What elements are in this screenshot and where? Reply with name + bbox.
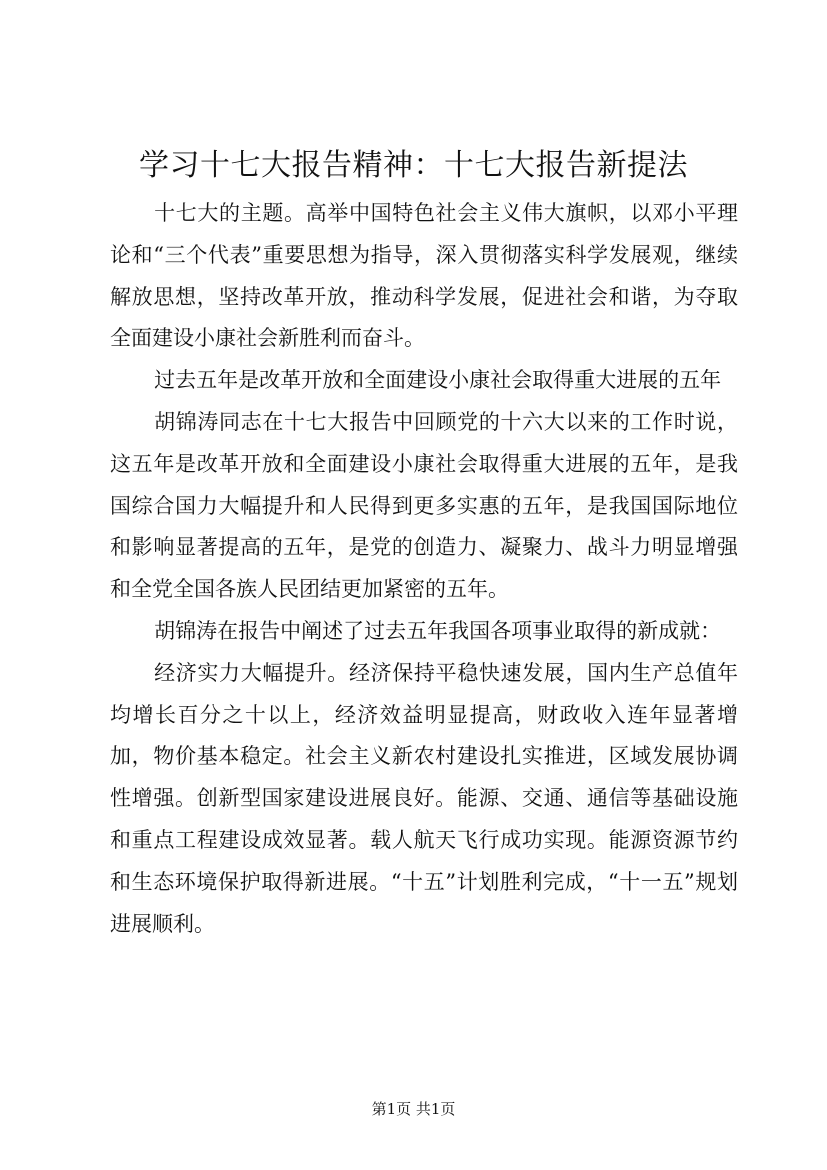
paragraph: 过去五年是改革开放和全面建设小康社会取得重大进展的五年 (154, 368, 722, 393)
document-body (110, 193, 738, 945)
page-number-footer: 第1页 共1页 (371, 1100, 456, 1118)
paragraph: 胡锦涛同志在十七大报告中回顾党的十六大以来的工作时说，这五年是改革开放和全面建设小康社会取得重大进展的五年，是我国综合国力大幅提升和人民得到更多实惠的五年，是我国国际地位和影响显著提高的五年，是党的创造力、凝聚力、战斗力明显增强和全党全国各族人民团结更加紧密的五年。 (110, 409, 738, 602)
document-title: 学习十七大报告精神：十七大报告新提法 (139, 148, 688, 183)
paragraph: 经济实力大幅提升。经济保持平稳快速发展，国内生产总值年均增长百分之十以上，经济效益明显提高，财政收入连年显著增加，物价基本稳定。社会主义新农村建设扎实推进，区域发展协调性增强。创新型国家建设进展良好。能源、交通、通信等基础设施和重点工程建设成效显著。载人航天飞行成功实现。能源资源节约和生态环境保护取得新进展。“十五”计划胜利完成，“十一五”规划进展顺利。 (110, 660, 738, 936)
paragraph: 胡锦涛在报告中阐述了过去五年我国各项事业取得的新成就： (154, 618, 722, 643)
paragraph: 十七大的主题。高举中国特色社会主义伟大旗帜，以邓小平理论和“三个代表”重要思想为指导，深入贯彻落实科学发展观，继续解放思想，坚持改革开放，推动科学发展，促进社会和谐，为夺取全面建设小康社会新胜利而奋斗。 (110, 201, 738, 351)
